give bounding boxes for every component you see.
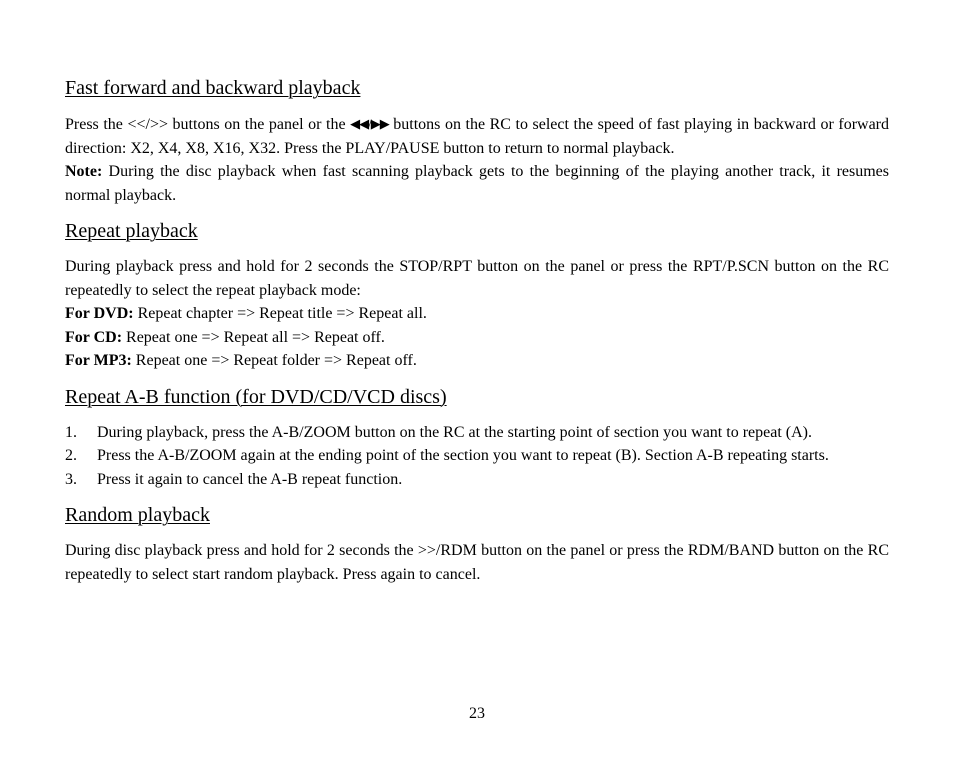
paragraph-note	[65, 160, 889, 207]
ff-text-part1: Press the <</>> buttons on the panel or the	[65, 116, 346, 133]
page-number: 23	[469, 705, 485, 722]
step-text: During playback, press the A-B/ZOOM button on the RC at the starting point of section you want to repeat (A).	[97, 423, 812, 441]
heading-fast-forward: Fast forward and backward playback	[65, 77, 361, 99]
manual-page-content	[65, 74, 889, 596]
dvd-text: Repeat chapter => Repeat title => Repeat all.	[137, 305, 427, 322]
rewind-forward-icon: ◀◀/▶▶	[350, 116, 389, 131]
cd-text: Repeat one => Repeat all => Repeat off.	[126, 328, 385, 346]
paragraph-repeat-intro: During playback press and hold for 2 seconds the STOP/RPT button on the panel or press the RPT/P.SCN button on the RC repeatedly to select the repeat playback mode:	[65, 258, 889, 299]
heading-repeat-playback: Repeat playback	[65, 220, 198, 242]
section-random-playback	[65, 501, 889, 586]
section-repeat-ab	[65, 383, 889, 492]
step-text: Press it again to cancel the A-B repeat function.	[97, 470, 403, 488]
dvd-label: For DVD:	[65, 305, 134, 322]
mp3-label: For MP3:	[65, 352, 132, 369]
list-item	[65, 444, 889, 468]
note-text: During the disc playback when fast scanning playback gets to the beginning of the playing another track, it resumes normal playback.	[65, 163, 890, 204]
ff-text-part2: buttons on the RC to select the speed of fast playing in backward or forward direction: X2, X4, X8, X16, X32. Press the PLAY/PAUSE button to return to normal playback.	[65, 116, 890, 157]
repeat-mp3-line	[65, 349, 889, 373]
section-fast-forward	[65, 74, 889, 207]
repeat-cd-line	[65, 326, 889, 350]
step-text: Press the A-B/ZOOM again at the ending point of the section you want to repeat (B). Section A-B repeating starts.	[97, 447, 829, 464]
repeat-dvd-line	[65, 302, 889, 326]
ab-steps-list	[65, 421, 889, 492]
list-item	[65, 421, 889, 445]
list-item	[65, 468, 889, 492]
heading-repeat-ab: Repeat A-B function (for DVD/CD/VCD discs)	[65, 385, 447, 408]
mp3-text: Repeat one => Repeat folder => Repeat off.	[135, 352, 417, 369]
step-number: 1.	[65, 423, 77, 441]
step-number: 2.	[65, 447, 77, 464]
heading-random-playback: Random playback	[65, 504, 210, 526]
paragraph-random: During disc playback press and hold for 2 seconds the >>/RDM button on the panel or press the RDM/BAND button on the RC repeatedly to select start random playback. Press again to cancel.	[65, 542, 889, 583]
step-number: 3.	[65, 470, 77, 488]
note-label: Note:	[65, 163, 103, 180]
section-repeat-playback	[65, 217, 889, 373]
paragraph-fast-forward	[65, 112, 889, 160]
cd-label: For CD:	[65, 328, 123, 346]
